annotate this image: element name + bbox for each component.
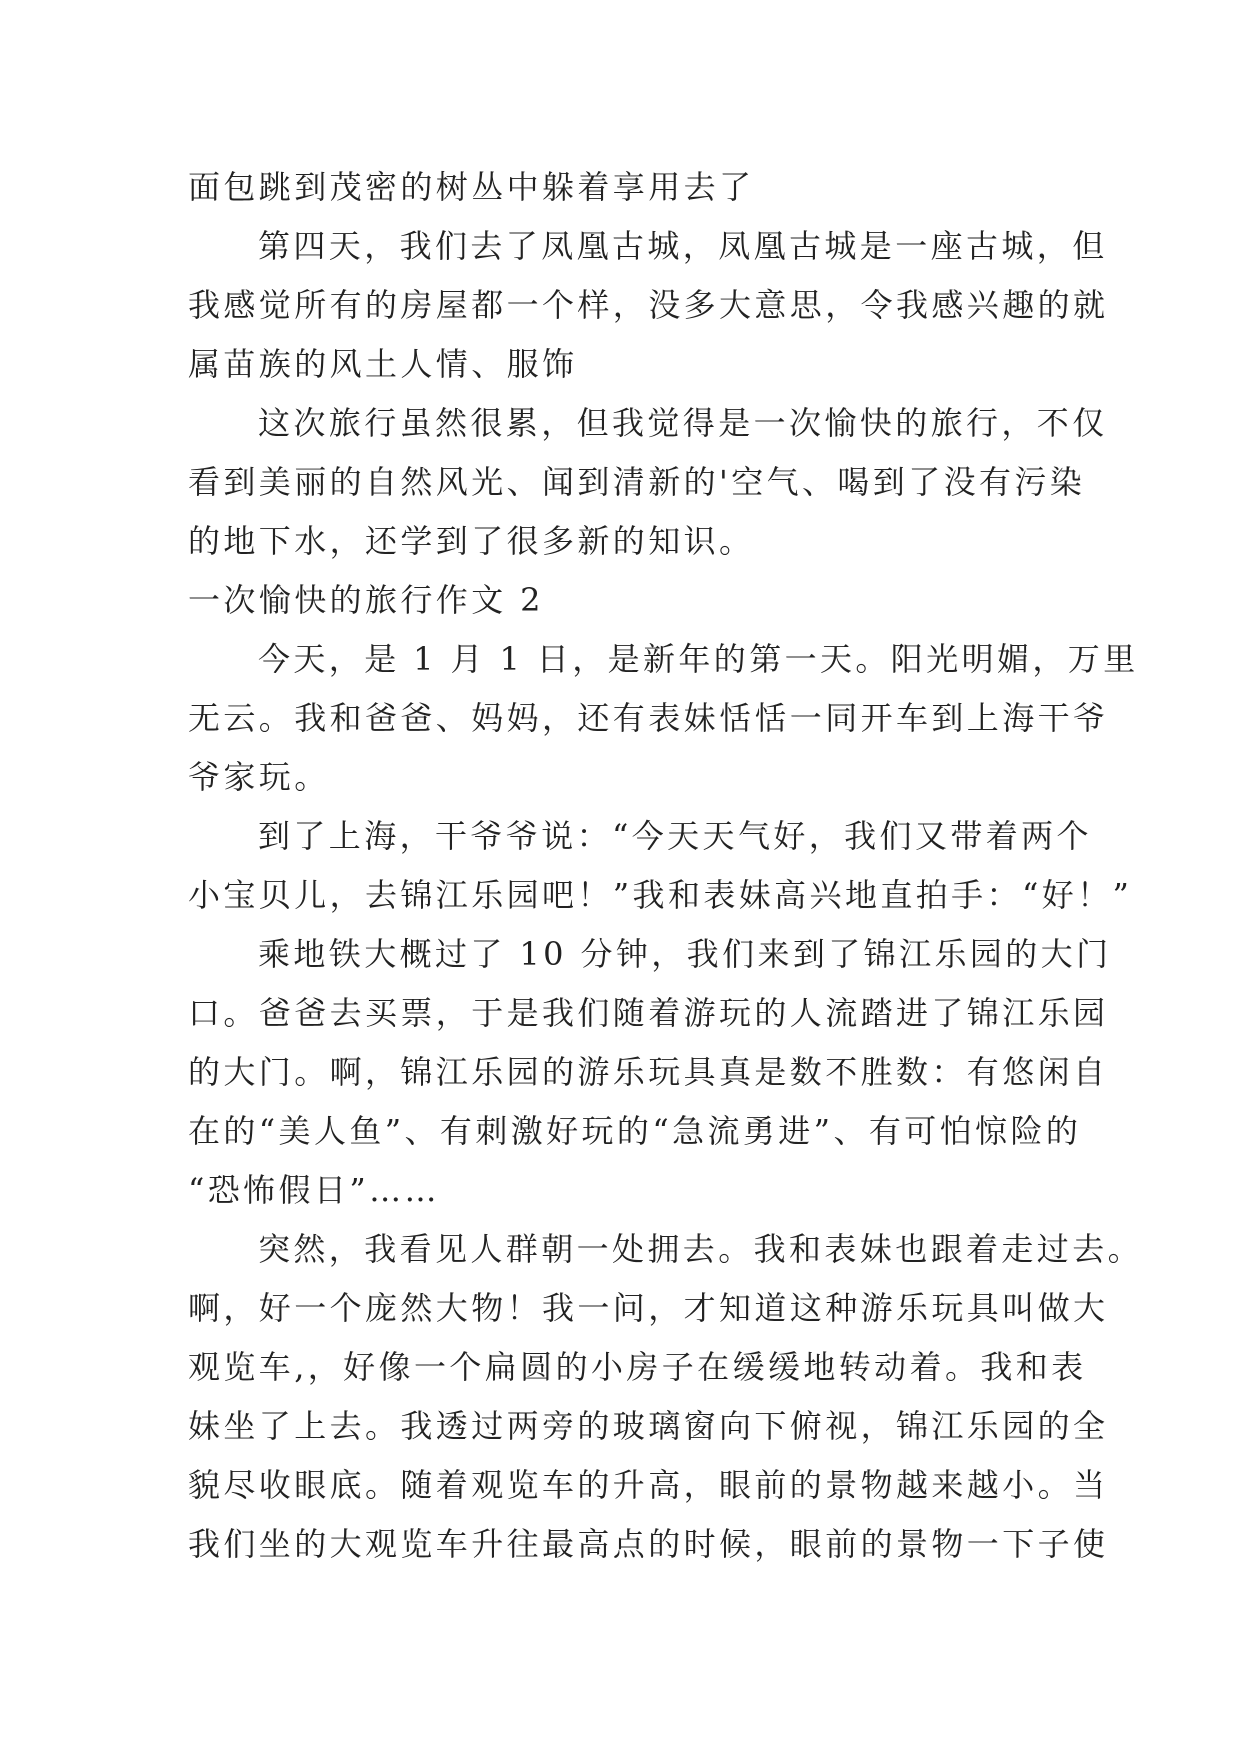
text-line: 属苗族的风土人情、服饰: [188, 345, 578, 383]
text-line: 观览车,，好像一个扁圆的小房子在缓缓地转动着。我和表: [188, 1348, 1087, 1386]
section-heading: 一次愉快的旅行作文 2: [188, 581, 544, 619]
text-line: 的大门。啊，锦江乐园的游乐玩具真是数不胜数：有悠闲自: [188, 1053, 1109, 1091]
text-line: 貌尽收眼底。随着观览车的升高，眼前的景物越来越小。当: [188, 1466, 1109, 1504]
text-line: 在的“美人鱼”、有刺激好玩的“急流勇进”、有可怕惊险的: [188, 1112, 1082, 1150]
text-line: 爷家玩。: [188, 758, 330, 796]
text-line: “恐怖假日”……: [188, 1171, 440, 1209]
text-line: 小宝贝儿，去锦江乐园吧！”我和表妹高兴地直拍手：“好！”: [188, 876, 1133, 914]
text-line: 到了上海，干爷爷说：“今天天气好，我们又带着两个: [258, 817, 1092, 855]
text-line: 第四天，我们去了凤凰古城，凤凰古城是一座古城，但: [258, 227, 1108, 265]
text-line: 乘地铁大概过了 10 分钟，我们来到了锦江乐园的大门: [258, 935, 1112, 973]
text-line: 这次旅行虽然很累，但我觉得是一次愉快的旅行，不仅: [258, 404, 1108, 442]
text-line: 啊，好一个庞然大物！我一问，才知道这种游乐玩具叫做大: [188, 1289, 1109, 1327]
text-line: 我感觉所有的房屋都一个样，没多大意思，令我感兴趣的就: [188, 286, 1109, 324]
essay-text: [188, 158, 1144, 1574]
text-line: 今天，是 1 月 1 日，是新年的第一天。阳光明媚，万里: [258, 640, 1139, 678]
text-line: 妹坐了上去。我透过两旁的玻璃窗向下俯视，锦江乐园的全: [188, 1407, 1109, 1445]
text-line: 无云。我和爸爸、妈妈，还有表妹恬恬一同开车到上海干爷: [188, 699, 1109, 737]
text-line: 看到美丽的自然风光、闻到清新的'空气、喝到了没有污染: [188, 463, 1086, 501]
text-line: 口。爸爸去买票，于是我们随着游玩的人流踏进了锦江乐园: [188, 994, 1109, 1032]
text-line: 的地下水，还学到了很多新的知识。: [188, 522, 755, 560]
text-line: 我们坐的大观览车升往最高点的时候，眼前的景物一下子使: [188, 1525, 1109, 1563]
text-line: 突然，我看见人群朝一处拥去。我和表妹也跟着走过去。: [258, 1230, 1144, 1268]
text-line: 面包跳到茂密的树丛中躲着享用去了: [188, 168, 755, 206]
